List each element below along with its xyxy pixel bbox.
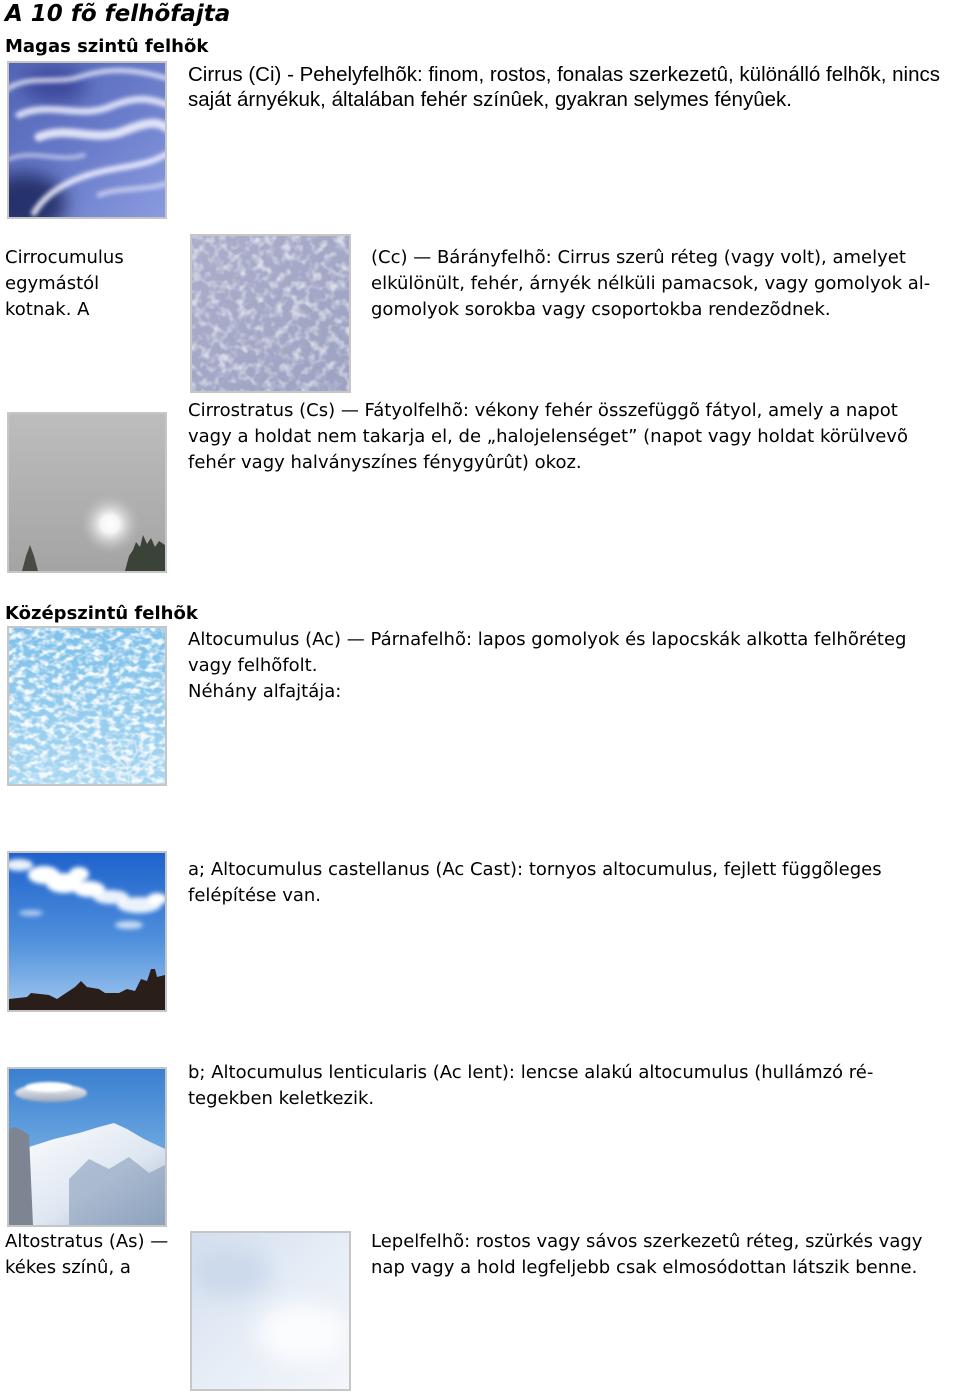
altocumulus-description-line: Altocumulus (Ac) — Párnafelhõ: lapos gomolyok és lapocskák alkotta felhõréteg [188, 629, 907, 650]
altostratus-description [371, 1229, 922, 1281]
cirrocumulus-description [371, 245, 930, 323]
altostratus-side-line: kékes színû, a [5, 1257, 131, 1278]
altostratus-side-text [5, 1229, 168, 1281]
cirrostratus-description-line: vagy a holdat nem takarja el, de „halojelenséget” (napot vagy holdat körülvevõ [188, 426, 908, 447]
altostratus-description-line: Lepelfelhõ: rostos vagy sávos szerkezetû réteg, szürkés vagy [371, 1231, 923, 1252]
section-heading-high-clouds: Magas szintû felhõk [5, 36, 209, 57]
castellanus-description-line: felépítése van. [188, 885, 322, 906]
cirrocumulus-side-line: Cirrocumulus [5, 247, 124, 268]
cirrocumulus-side-line: egymástól [5, 273, 100, 294]
cirrocumulus-side-line: kotnak. A [5, 299, 90, 320]
cirrocumulus-photo [190, 234, 351, 393]
cirrostratus-description-line: fehér vagy halványszínes fénygyûrût) okoz. [188, 452, 582, 473]
page-title: A 10 fõ felhõfajta [5, 1, 231, 27]
lenticularis-description-line: tegekben keletkezik. [188, 1088, 375, 1109]
altocumulus-lenticularis-photo [7, 1067, 167, 1227]
lenticularis-description [188, 1060, 873, 1112]
altocumulus-description-line: Néhány alfajtája: [188, 681, 342, 702]
altocumulus-castellanus-photo [7, 851, 167, 1012]
altostratus-photo [190, 1231, 351, 1391]
cirrostratus-photo [7, 412, 167, 573]
cirrus-description-line: saját árnyékuk, általában fehér színûek, gyakran selymes fényûek. [188, 88, 792, 111]
cirrostratus-description [188, 398, 908, 476]
lenticularis-description-line: b; Altocumulus lenticularis (Ac lent): lencse alakú altocumulus (hullámzó ré- [188, 1062, 874, 1083]
cirrocumulus-description-line: (Cc) — Bárányfelhõ: Cirrus szerû réteg (vagy volt), amelyet [371, 247, 906, 268]
cirrus-photo [7, 61, 167, 219]
altocumulus-description [188, 627, 906, 705]
altostratus-description-line: nap vagy a hold legfeljebb csak elmosódottan látszik benne. [371, 1257, 918, 1278]
cirrocumulus-description-line: elkülönült, fehér, árnyék nélküli pamacsok, vagy gomolyok al- [371, 273, 931, 294]
cirrocumulus-description-line: gomolyok sorokba vagy csoportokba rendezõdnek. [371, 299, 831, 320]
castellanus-description-line: a; Altocumulus castellanus (Ac Cast): tornyos altocumulus, fejlett függõleges [188, 859, 882, 880]
altocumulus-description-line: vagy felhõfolt. [188, 655, 318, 676]
cirrus-description-line: Cirrus (Ci) - Pehelyfelhõk: finom, rostos, fonalas szerkezetû, különálló felhõk, nincs [188, 63, 940, 86]
cirrus-description [188, 62, 940, 112]
castellanus-description [188, 857, 882, 909]
cirrostratus-description-line: Cirrostratus (Cs) — Fátyolfelhõ: vékony fehér összefüggõ fátyol, amely a napot [188, 400, 898, 421]
cirrocumulus-side-text [5, 245, 124, 323]
section-heading-mid-clouds: Középszintû felhõk [5, 603, 198, 624]
altocumulus-photo [7, 626, 167, 786]
altostratus-side-line: Altostratus (As) — [5, 1231, 169, 1252]
sun-glow [80, 494, 140, 554]
